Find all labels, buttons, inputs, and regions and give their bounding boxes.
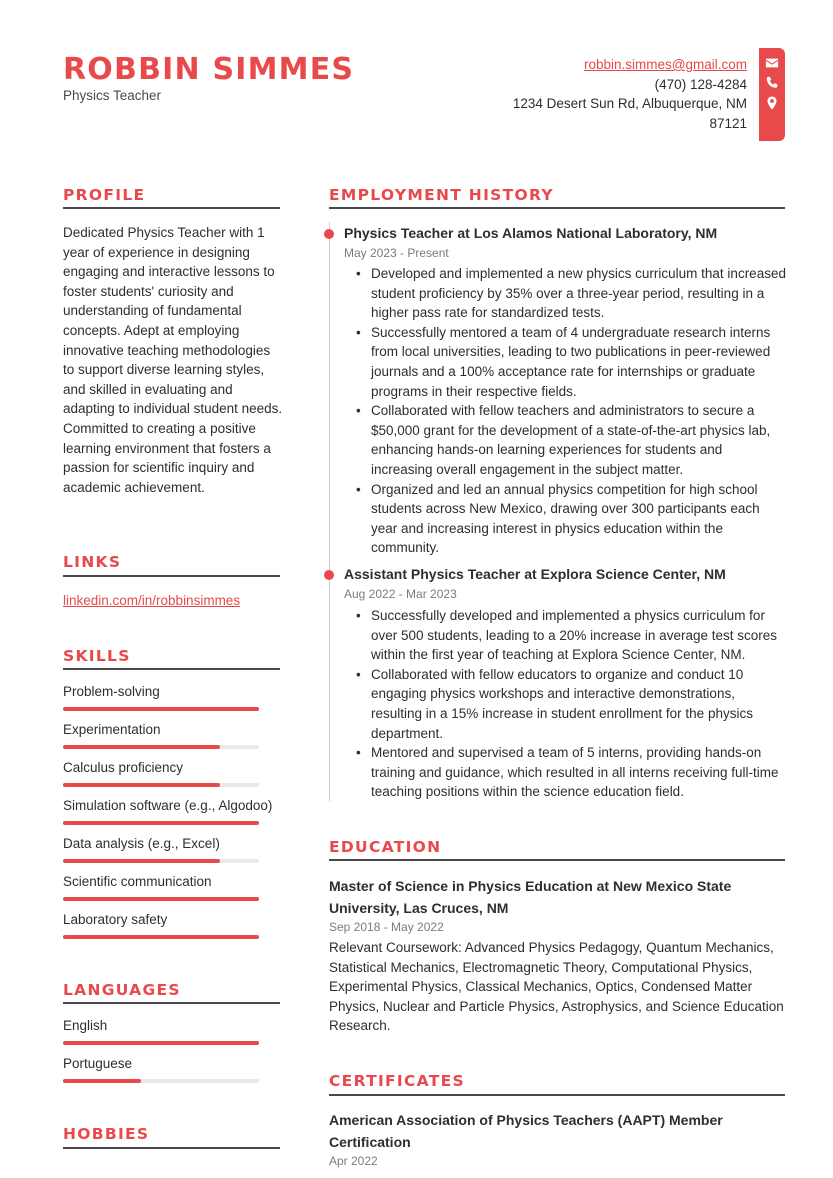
level-bar [63, 1079, 259, 1083]
linkedin-link[interactable]: linkedin.com/in/robbinsimmes [63, 593, 241, 608]
address-line-1: 1234 Desert Sun Rd, Albuquerque, NM [512, 96, 747, 111]
level-bar [63, 745, 259, 749]
list-item: • Developed and implemented a new physics curriculum that increased student proficiency by 35% over a three-year period, resulting in a higher pass rate for standardized tests. [356, 264, 786, 323]
profile-text: Dedicated Physics Teacher with 1 year of experience in designing engaging and interactive lessons to foster students' curiosity and understanding of fundamental concepts. Adept at employing innovative teaching methodologies to support diverse learning styles, and skilled in evaluating and adapting to individual student needs. Committed to creating a positive learning environment that fosters a passion for scientific inquiry and academic achievement. [63, 225, 283, 495]
level-bar-fill [63, 1041, 259, 1045]
links-heading: LINKS [63, 553, 122, 571]
skills-heading: SKILLS [63, 647, 131, 665]
bar-label: Scientific communication [63, 874, 212, 889]
level-bar-fill [63, 745, 220, 749]
address-line-2: 87121 [709, 115, 747, 131]
phone-icon [765, 76, 779, 90]
education-dates: Sep 2018 - May 2022 [329, 920, 444, 934]
level-bar-fill [63, 707, 259, 711]
hobbies-rule [63, 1147, 280, 1149]
certificate-dates: Apr 2022 [329, 1154, 378, 1168]
contact-icon-tab [759, 48, 785, 141]
level-bar [63, 783, 259, 787]
bar-label: Problem-solving [63, 684, 160, 699]
level-bar [63, 821, 259, 825]
list-item: • Collaborated with fellow educators to organize and conduct 10 engaging physics workshops and interactive demonstrations, resulting in a 15% increase in student enrollment for the physics department. [356, 665, 786, 743]
list-item: • Mentored and supervised a team of 5 interns, providing hands-on training and guidance, which resulted in all interns receiving full-time teaching positions within the science education field. [356, 743, 786, 802]
contact-block [447, 55, 747, 133]
bar-label: Portuguese [63, 1056, 133, 1071]
candidate-name: ROBBIN SIMMES [63, 52, 355, 87]
level-bar [63, 1041, 259, 1045]
level-bar-fill [63, 1079, 141, 1083]
map-pin-icon [765, 96, 779, 110]
level-bar-fill [63, 897, 259, 901]
timeline-dot [324, 570, 334, 580]
list-item: • Successfully developed and implemented a physics curriculum for over 500 students, leading to a 20% increase in average test scores within the first year of teaching at Explora Science Center, NM. [356, 606, 786, 665]
profile-rule [63, 207, 280, 209]
level-bar [63, 935, 259, 939]
education-coursework: Relevant Coursework: Advanced Physics Pedagogy, Quantum Mechanics, Statistical Mechanics, Electromagnetic Theory, Computational Physics, Experimental Physics, Classical Mechanics, Optics, Condensed Matter Physics, Nuclear and Particle Physics, Astrophysics, and Science Education Research. [329, 940, 784, 1034]
languages-heading: LANGUAGES [63, 981, 181, 999]
employment-timeline [329, 222, 330, 801]
certificate-title: American Association of Physics Teachers (AAPT) Member Certification [329, 1112, 723, 1150]
languages-rule [63, 1002, 280, 1004]
hobbies-heading: HOBBIES [63, 1125, 150, 1143]
bar-label: Laboratory safety [63, 912, 168, 927]
certificates-rule [329, 1094, 785, 1096]
level-bar [63, 897, 259, 901]
list-item: • Organized and led an annual physics competition for high school students across New Mexico, drawing over 300 participants each year and increasing interest in physics education within the community. [356, 480, 786, 558]
level-bar-fill [63, 859, 220, 863]
phone-number: (470) 128-4284 [654, 76, 747, 92]
level-bar [63, 859, 259, 863]
employment-rule [329, 207, 785, 209]
envelope-icon [765, 56, 779, 70]
job-bullets [356, 606, 786, 802]
bar-label: English [63, 1018, 108, 1033]
job-title: Assistant Physics Teacher at Explora Science Center, NM [344, 566, 726, 582]
list-item: • Collaborated with fellow teachers and administrators to secure a $50,000 grant for the development of a state-of-the-art physics lab, enhancing hands-on learning experiences for students and increasing overall engagement in the subject matter. [356, 401, 786, 479]
education-degree: Master of Science in Physics Education at New Mexico State University, Las Cruces, NM [329, 878, 732, 916]
candidate-title: Physics Teacher [63, 88, 162, 103]
links-list [63, 591, 285, 611]
employment-heading: EMPLOYMENT HISTORY [329, 186, 554, 204]
bar-label: Calculus proficiency [63, 760, 184, 775]
list-item: • Successfully mentored a team of 4 undergraduate research interns from local universities, leading to two publications in peer-reviewed journals and a 100% acceptance rate for internships or graduate programs in their respective fields. [356, 323, 786, 401]
job-dates: Aug 2022 - Mar 2023 [344, 587, 457, 601]
skills-rule [63, 668, 280, 670]
links-rule [63, 575, 280, 577]
level-bar-fill [63, 935, 259, 939]
email-link[interactable]: robbin.simmes@gmail.com [584, 57, 747, 72]
profile-heading: PROFILE [63, 186, 146, 204]
level-bar-fill [63, 783, 220, 787]
job-bullets [356, 264, 786, 558]
bar-label: Experimentation [63, 722, 161, 737]
education-rule [329, 859, 785, 861]
job-title: Physics Teacher at Los Alamos National Laboratory, NM [344, 225, 718, 241]
level-bar-fill [63, 821, 259, 825]
certificates-heading: CERTIFICATES [329, 1072, 465, 1090]
level-bar [63, 707, 259, 711]
bar-label: Data analysis (e.g., Excel) [63, 836, 220, 851]
timeline-dot [324, 229, 334, 239]
bar-label: Simulation software (e.g., Algodoo) [63, 798, 273, 813]
education-heading: EDUCATION [329, 838, 442, 856]
job-dates: May 2023 - Present [344, 246, 449, 260]
